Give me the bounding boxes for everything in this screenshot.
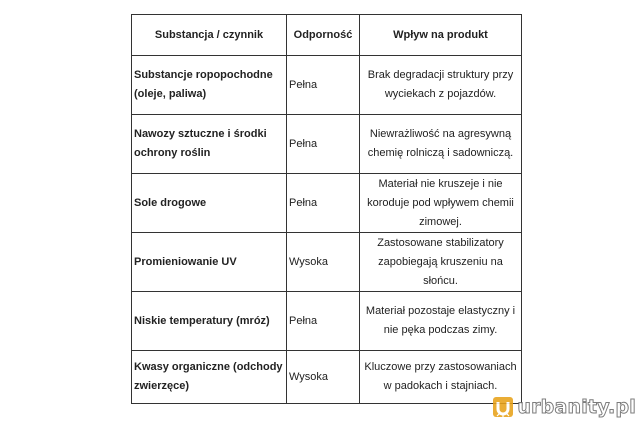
- table-row: [132, 174, 522, 233]
- cell-substance: Kwasy organiczne (odchody zwierzęce): [132, 351, 287, 404]
- header-substance: Substancja / czynnik: [132, 15, 287, 56]
- watermark-text: urbanity.pl: [517, 396, 636, 418]
- cell-effect: Materiał nie kruszeje i nie koroduje pod wpływem chemii zimowej.: [360, 174, 522, 233]
- cell-effect: Kluczowe przy zastosowaniach w padokach i stajniach.: [360, 351, 522, 404]
- cell-resistance: Pełna: [287, 174, 360, 233]
- cell-effect: Materiał pozostaje elastyczny i nie pęka podczas zimy.: [360, 292, 522, 351]
- header-resistance: Odporność: [287, 15, 360, 56]
- resistance-table: [131, 14, 522, 404]
- table-row: [132, 56, 522, 115]
- table-row: [132, 115, 522, 174]
- header-effect: Wpływ na produkt: [360, 15, 522, 56]
- table-row: [132, 351, 522, 404]
- cell-effect: Brak degradacji struktury przy wyciekach z pojazdów.: [360, 56, 522, 115]
- table-row: [132, 233, 522, 292]
- urbanity-watermark: [492, 394, 636, 420]
- cell-substance: Niskie temperatury (mróz): [132, 292, 287, 351]
- cell-resistance: Pełna: [287, 292, 360, 351]
- table-header-row: [132, 15, 522, 56]
- cell-effect: Niewrażliwość na agresywną chemię rolniczą i sadowniczą.: [360, 115, 522, 174]
- cell-resistance: Pełna: [287, 115, 360, 174]
- cell-effect: Zastosowane stabilizatory zapobiegają kruszeniu na słońcu.: [360, 233, 522, 292]
- cell-resistance: Wysoka: [287, 351, 360, 404]
- cell-substance: Nawozy sztuczne i środki ochrony roślin: [132, 115, 287, 174]
- urbanity-logo-icon: [492, 396, 514, 418]
- cell-resistance: Pełna: [287, 56, 360, 115]
- cell-substance: Promieniowanie UV: [132, 233, 287, 292]
- table-row: [132, 292, 522, 351]
- cell-substance: Sole drogowe: [132, 174, 287, 233]
- cell-resistance: Wysoka: [287, 233, 360, 292]
- cell-substance: Substancje ropopochodne (oleje, paliwa): [132, 56, 287, 115]
